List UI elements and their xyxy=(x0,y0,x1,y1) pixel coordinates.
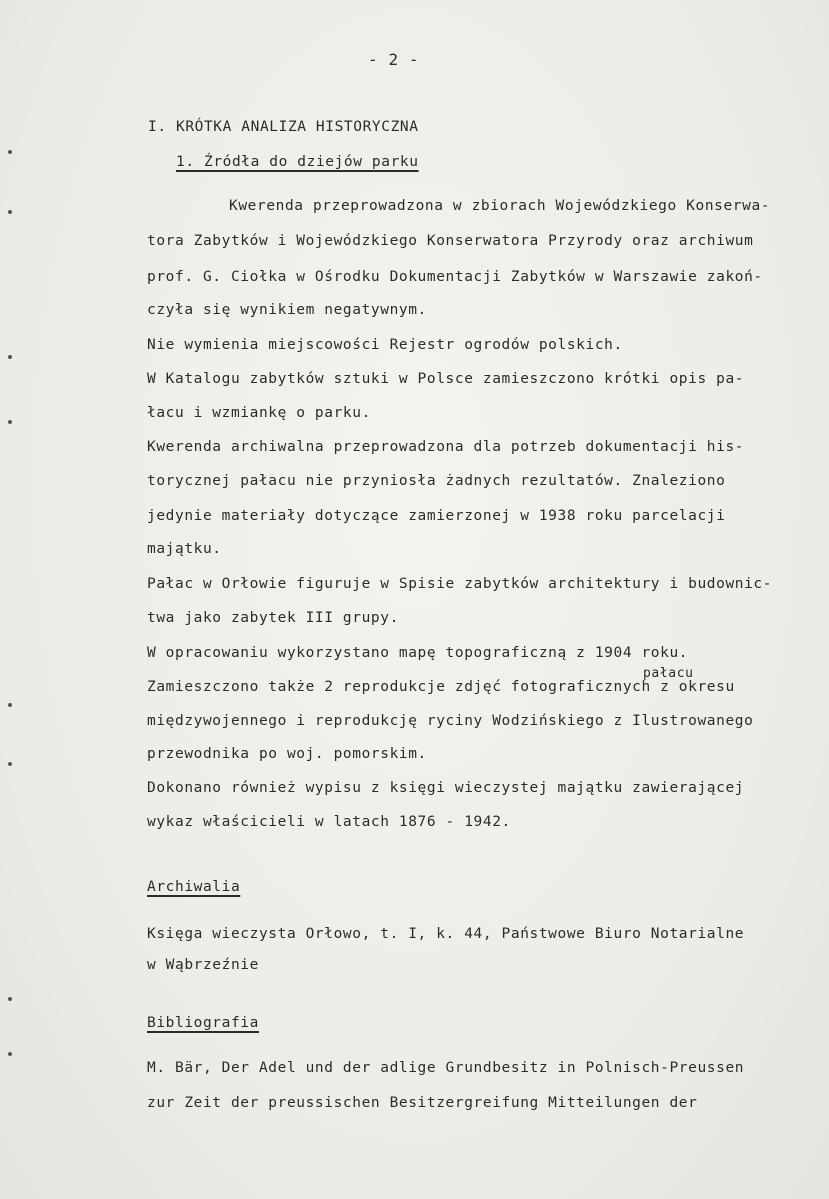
body-line: Pałac w Orłowie figuruje w Spisie zabytków architektury i budownic- xyxy=(147,576,773,592)
body-line: twa jako zabytek III grupy. xyxy=(147,610,399,626)
binder-hole-mark xyxy=(8,355,12,359)
body-line: łacu i wzmiankę o parku. xyxy=(147,405,371,421)
archiwalia-heading: Archiwalia xyxy=(147,879,241,895)
archiwalia-line: Księga wieczysta Orłowo, t. I, k. 44, Państwowe Biuro Notarialne xyxy=(147,926,745,942)
body-line: czyła się wynikiem negatywnym. xyxy=(147,302,427,318)
body-line: majątku. xyxy=(147,541,222,557)
body-line: prof. G. Ciołka w Ośrodku Dokumentacji Zabytków w Warszawie zakoń- xyxy=(147,269,763,285)
body-line: międzywojennego i reprodukcję ryciny Wodzińskiego z Ilustrowanego xyxy=(147,713,754,729)
body-line: torycznej pałacu nie przyniosła żadnych rezultatów. Znaleziono xyxy=(147,473,726,489)
body-line: Nie wymienia miejscowości Rejestr ogrodów polskich. xyxy=(147,337,623,353)
binder-hole-mark xyxy=(8,997,12,1001)
binder-hole-mark xyxy=(8,420,12,424)
body-line: W opracowaniu wykorzystano mapę topograficzną z 1904 roku. xyxy=(147,645,689,661)
binder-hole-mark xyxy=(8,762,12,766)
section-title: I. KRÓTKA ANALIZA HISTORYCZNA xyxy=(148,119,419,135)
subsection-title: 1. Źródła do dziejów parku xyxy=(176,154,419,170)
body-line: jedynie materiały dotyczące zamierzonej w 1938 roku parcelacji xyxy=(147,508,726,524)
body-line: wykaz właścicieli w latach 1876 - 1942. xyxy=(147,814,511,830)
bibliografia-heading: Bibliografia xyxy=(147,1015,259,1031)
body-line: Kwerenda przeprowadzona w zbiorach Wojewódzkiego Konserwa- xyxy=(229,198,771,214)
binder-hole-mark xyxy=(8,150,12,154)
interlinear-insert: pałacu xyxy=(643,666,694,681)
binder-hole-mark xyxy=(8,210,12,214)
binder-hole-mark xyxy=(8,1052,12,1056)
archiwalia-line: w Wąbrzeźnie xyxy=(147,957,259,973)
body-line: tora Zabytków i Wojewódzkiego Konserwatora Przyrody oraz archiwum xyxy=(147,233,754,249)
binder-hole-mark xyxy=(8,703,12,707)
page-number: - 2 - xyxy=(368,50,420,69)
bibliografia-line: zur Zeit der preussischen Besitzergreifung Mitteilungen der xyxy=(147,1095,698,1111)
body-line: W Katalogu zabytków sztuki w Polsce zamieszczono krótki opis pa- xyxy=(147,371,745,387)
body-line: Dokonano również wypisu z księgi wieczystej majątku zawierającej xyxy=(147,780,745,796)
bibliografia-line: M. Bär, Der Adel und der adlige Grundbesitz in Polnisch-Preussen xyxy=(147,1060,745,1076)
body-line: Kwerenda archiwalna przeprowadzona dla potrzeb dokumentacji his- xyxy=(147,439,745,455)
body-line: przewodnika po woj. pomorskim. xyxy=(147,746,427,762)
body-line: Zamieszczono także 2 reprodukcje zdjęć fotograficznych z okresu xyxy=(147,679,735,695)
